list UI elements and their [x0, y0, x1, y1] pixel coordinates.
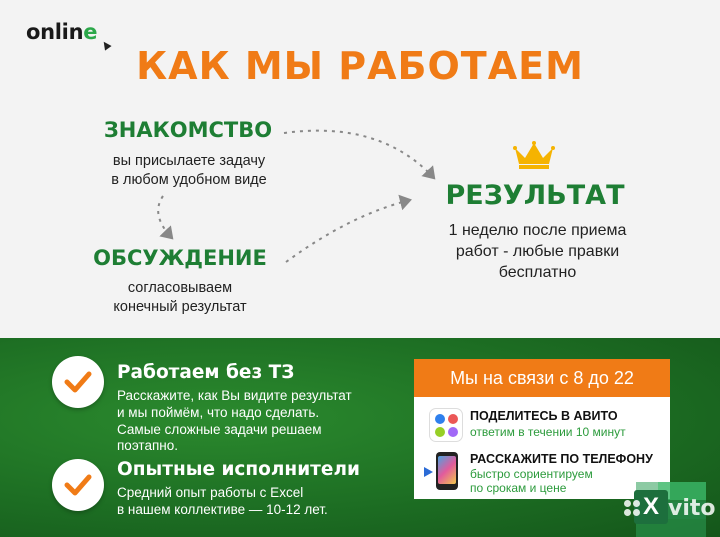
- benefit-experience-title: Опытные исполнители: [117, 459, 360, 480]
- step-discussion-title: ОБСУЖДЕНИЕ: [93, 246, 267, 270]
- arrow-1: [284, 131, 434, 178]
- contact-avito-sub: ответим в течении 10 минут: [470, 425, 626, 439]
- step-acquaintance-title: ЗНАКОМСТВО: [103, 118, 273, 142]
- avito-app-icon[interactable]: [429, 408, 463, 442]
- contact-phone-sub: быстро сориентируем по срокам и цене: [470, 467, 593, 495]
- step-discussion-text: согласовываем конечный результат: [113, 280, 247, 315]
- contact-card-header: Мы на связи с 8 до 22: [414, 359, 670, 397]
- benefit-no-spec-title: Работаем без ТЗ: [117, 362, 295, 383]
- benefit-no-spec-text: Расскажите, как Вы видите результат и мы поймём, что надо сделать. Самые сложные задачи решаем поэтапно.: [117, 388, 352, 454]
- arrow-2: [158, 196, 172, 238]
- phone-icon[interactable]: [436, 452, 458, 490]
- contact-phone-title[interactable]: РАССКАЖИТЕ ПО ТЕЛЕФОНУ: [470, 452, 653, 466]
- check-icon: [52, 459, 104, 511]
- arrow-right-icon: [424, 467, 433, 477]
- page-title: КАК МЫ РАБОТАЕМ: [136, 44, 584, 88]
- contact-avito-title[interactable]: ПОДЕЛИТЕСЬ В АВИТО: [470, 409, 618, 423]
- logo: online: [26, 20, 98, 44]
- excel-x-letter: X: [634, 490, 668, 524]
- crown-icon: [513, 140, 555, 170]
- step-result-text: 1 неделю после приема работ - любые правки бесплатно: [448, 222, 627, 281]
- check-icon: [52, 356, 104, 408]
- arrow-3: [286, 200, 410, 262]
- step-result-title: РЕЗУЛЬТАТ: [445, 180, 625, 211]
- step-acquaintance-text: вы присылаете задачу в любом удобном виде: [111, 153, 267, 188]
- avito-watermark: vito: [668, 496, 716, 521]
- benefit-experience-text: Средний опыт работы с Excel в нашем коллективе — 10-12 лет.: [117, 485, 328, 517]
